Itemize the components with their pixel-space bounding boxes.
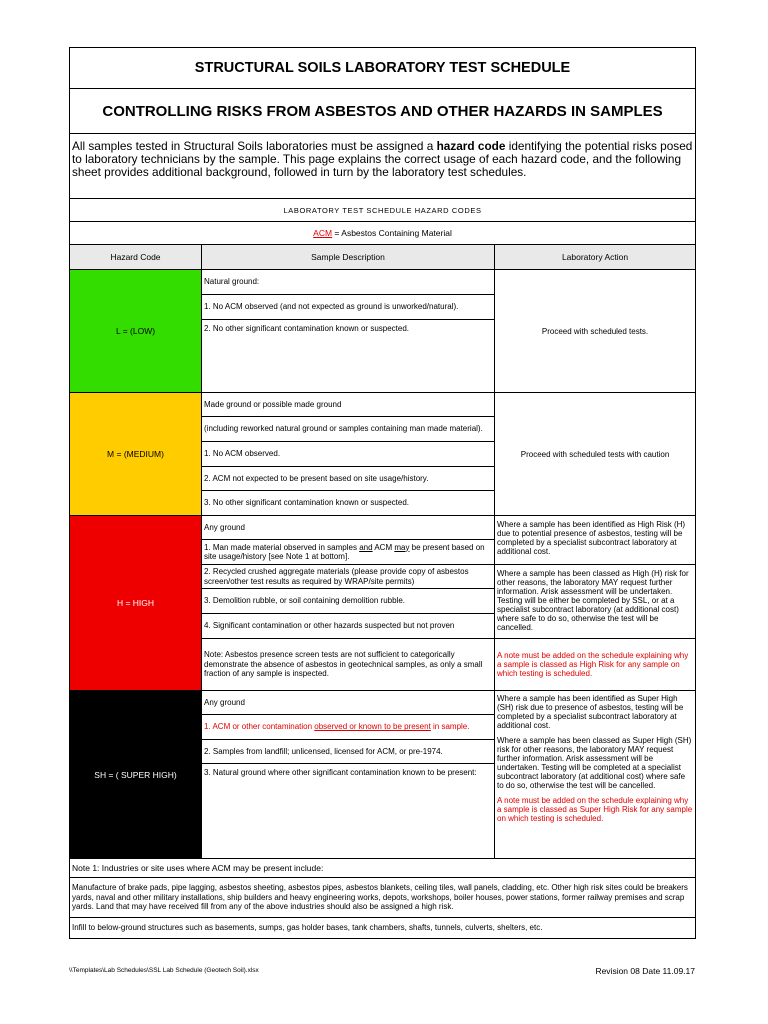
high-item1-b: and (359, 542, 373, 552)
code-high: H = HIGH (70, 516, 202, 691)
action-high-other: Where a sample has been classed as High (H) risk for other reasons, the laboratory MAY request further information. Arisk assessment will be undertaken. Testing will be either be completed by SSL, or at a specialist subcontract laboratory (at additional cost) where safe to do so, otherwise the test will be cancelled. (495, 565, 696, 639)
action-low: Proceed with scheduled tests. (495, 270, 696, 393)
code-super-high: SH = ( SUPER HIGH) (70, 691, 202, 859)
page-subtitle: CONTROLLING RISKS FROM ASBESTOS AND OTHER HAZARDS IN SAMPLES (70, 89, 696, 134)
medium-item: (including reworked natural ground or samples containing man made material). (202, 417, 495, 442)
code-low: L = (LOW) (70, 270, 202, 393)
high-item1-d: may (394, 542, 410, 552)
high-item: 2. Recycled crushed aggregate materials (please provide copy of asbestos screen/other test results as required by WRAP/site permits) (202, 565, 495, 589)
hazard-table (69, 47, 696, 939)
action-medium: Proceed with scheduled tests with caution (495, 393, 696, 516)
intro-after: identifying the potential risks posed to laboratory technicians by the sample. This page explains the correct usage of each hazard code, and the following sheet provides additional background, followed in turn by the laboratory test schedules. (72, 139, 693, 179)
acm-definition (70, 222, 696, 245)
intro-bold: hazard code (436, 139, 506, 153)
page-title: STRUCTURAL SOILS LABORATORY TEST SCHEDULE (70, 48, 696, 89)
intro-paragraph (70, 134, 696, 199)
sh-item1-a: 1. ACM or other contamination (204, 722, 315, 732)
header-hazard-code: Hazard Code (70, 245, 202, 270)
header-laboratory-action: Laboratory Action (495, 245, 696, 270)
low-item: 1. No ACM observed (and not expected as ground is unworked/natural). (202, 295, 495, 320)
high-item1-c: ACM (372, 542, 395, 552)
intro-before: All samples tested in Structural Soils laboratories must be assigned a (72, 139, 437, 153)
medium-item: Made ground or possible made ground (202, 393, 495, 417)
action-super-high-note: A note must be added on the schedule explaining why a sample is classed as Super High Risk for any sample on which testing is scheduled. (497, 796, 693, 823)
infill-list: Infill to below-ground structures such as basements, sumps, gas holder bases, tank chambers, shafts, tunnels, culverts, shelters, etc. (70, 918, 696, 939)
action-high-note: A note must be added on the schedule explaining why a sample is classed as High Risk for any sample on which testing is scheduled. (495, 639, 696, 691)
action-high-asbestos: Where a sample has been identified as High Risk (H) due to potential presence of asbestos, testing will be completed by a specialist subcontract laboratory at additional cost. (495, 516, 696, 565)
hazard-codes-heading: LABORATORY TEST SCHEDULE HAZARD CODES (70, 199, 696, 222)
high-item: Any ground (202, 516, 495, 540)
high-item: 3. Demolition rubble, or soil containing demolition rubble. (202, 589, 495, 614)
high-item: 4. Significant contamination or other hazards suspected but not proven (202, 614, 495, 639)
high-note: Note: Asbestos presence screen tests are not sufficient to categorically demonstrate the absence of asbestos in geotechnical samples, as only a small fraction of any sample is inspected. (202, 639, 495, 691)
action-super-high-other: Where a sample has been classed as Super High (SH) risk for other reasons, the laboratory MAY request further information. Arisk assessment will be undertaken. Testing will be completed at a specialist subcontract laboratory (at additional cost) where safe to do so, otherwise the test will be cancelled. (497, 736, 692, 790)
action-super-high-asbestos: Where a sample has been identified as Super High (SH) risk due to presence of asbestos, testing will be completed by a specialist subcontract laboratory at additional cost. (497, 694, 684, 730)
high-item1-a: 1. Man made material observed in samples (204, 542, 360, 552)
header-sample-description: Sample Description (202, 245, 495, 270)
code-medium: M = (MEDIUM) (70, 393, 202, 516)
acm-term: ACM (313, 228, 333, 238)
sh-item1-c: in sample. (430, 722, 470, 732)
acm-meaning: = Asbestos Containing Material (332, 228, 452, 238)
low-item: 2. No other significant contamination known or suspected. (202, 320, 495, 393)
super-high-item: 2. Samples from landfill; unlicensed, licensed for ACM, or pre-1974. (202, 740, 495, 764)
high-item1-e: be present based on site usage/history [see Note 1 at bottom]. (204, 542, 485, 561)
sh-item1-b: observed or known to be present (314, 722, 431, 732)
note-1: Note 1: Industries or site uses where ACM may be present include: (70, 859, 696, 878)
industries-list: Manufacture of brake pads, pipe lagging, asbestos sheeting, asbestos pipes, asbestos blankets, ceiling tiles, wall panels, cladding, etc. Other high risk sites could be breakers yards, naval and other military installations, ship builders and heavy engineering works, depots, workshops, boiler houses, power stations, former railway premises and scrap yards. Land that may have received fill from any of the above industries should also be assigned a high risk. (70, 878, 696, 918)
medium-item: 2. ACM not expected to be present based on site usage/history. (202, 467, 495, 491)
revision-label: Revision 08 Date 11.09.17 (595, 966, 695, 976)
action-super-high (495, 691, 696, 859)
super-high-item: 3. Natural ground where other significant contamination known to be present: (202, 764, 495, 859)
high-item (202, 540, 495, 565)
super-high-item (202, 715, 495, 740)
medium-item: 1. No ACM observed. (202, 442, 495, 467)
file-path: \\Templates\Lab Schedules\SSL Lab Schedule (Geotech Soil).xlsx (69, 967, 259, 974)
medium-item: 3. No other significant contamination known or suspected. (202, 491, 495, 516)
hazard-sheet (69, 47, 695, 939)
low-item: Natural ground: (202, 270, 495, 295)
super-high-item: Any ground (202, 691, 495, 715)
